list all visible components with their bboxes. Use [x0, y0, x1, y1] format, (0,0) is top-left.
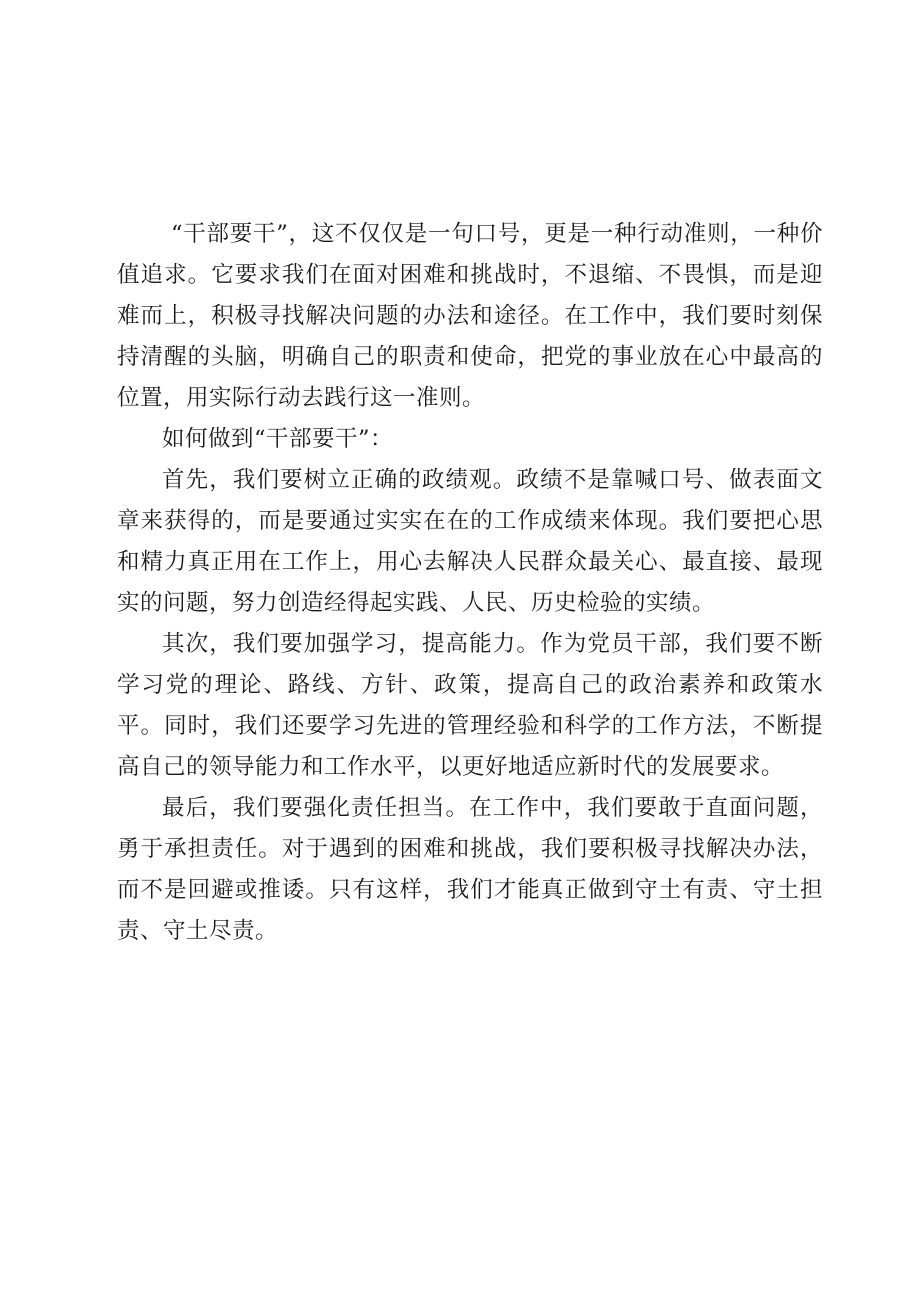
- paragraph-intro: “干部要干”，这不仅仅是一句口号，更是一种行动准则，一种价值追求。它要求我们在面对困难和挑战时，不退缩、不畏惧，而是迎难而上，积极寻找解决问题的办法和途径。在工作中，我们要时刻保持清醒的头脑，明确自己的职责和使命，把党的事业放在心中最高的位置，用实际行动去践行这一准则。: [117, 221, 823, 411]
- paragraph-second: 其次，我们要加强学习，提高能力。作为党员干部，我们要不断学习党的理论、路线、方针、政策，提高自己的政治素养和政策水平。同时，我们还要学习先进的管理经验和科学的工作方法，不断提高自己的领导能力和工作水平，以更好地适应新时代的发展要求。: [117, 631, 823, 780]
- paragraph-last: 最后，我们要强化责任担当。在工作中，我们要敢于直面问题，勇于承担责任。对于遇到的困难和挑战，我们要积极寻找解决办法，而不是回避或推诿。只有这样，我们才能真正做到守土有责、守土担责、守土尽责。: [117, 795, 823, 944]
- paragraph-question: 如何做到“干部要干”：: [162, 426, 394, 452]
- document-body: [117, 214, 823, 952]
- paragraph-first: 首先，我们要树立正确的政绩观。政绩不是靠喊口号、做表面文章来获得的，而是要通过实实在在的工作成绩来体现。我们要把心思和精力真正用在工作上，用心去解决人民群众最关心、最直接、最现实的问题，努力创造经得起实践、人民、历史检验的实绩。: [117, 467, 823, 616]
